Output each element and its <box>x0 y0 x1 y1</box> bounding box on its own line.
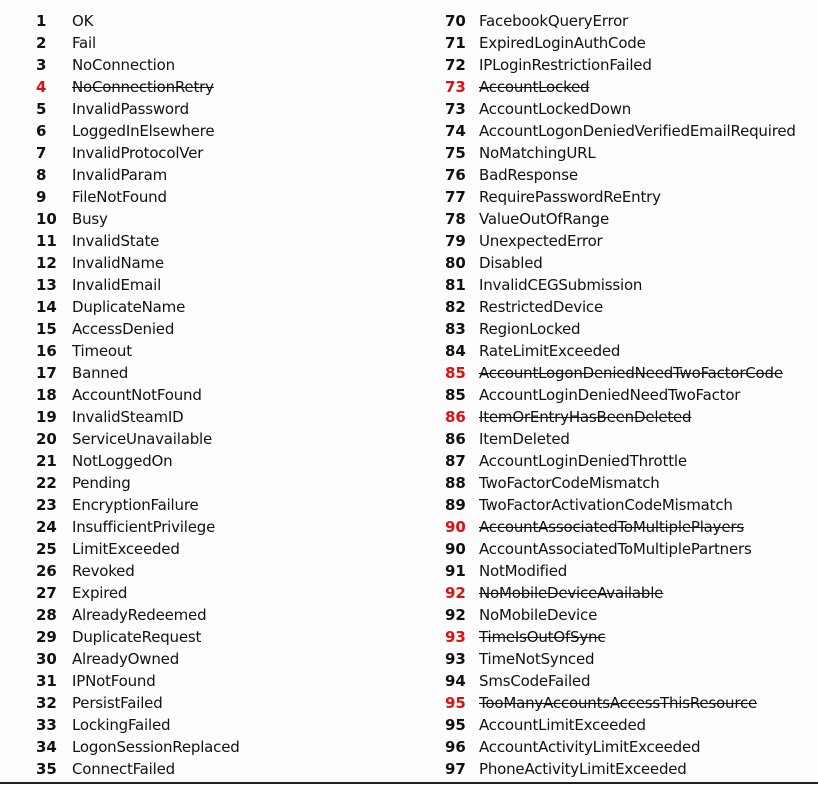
result-code-name: TooManyAccountsAccessThisResource <box>479 694 758 712</box>
code-row <box>410 274 818 296</box>
result-code-number: 73 <box>445 100 466 118</box>
code-row <box>0 516 410 538</box>
result-code-number: 29 <box>36 628 57 646</box>
result-code-name: RestrictedDevice <box>479 298 603 316</box>
result-code-number: 82 <box>445 298 466 316</box>
code-row <box>410 340 818 362</box>
deprecated-code-row <box>410 406 818 428</box>
result-code-name: RequirePasswordReEntry <box>479 188 661 206</box>
result-code-number: 70 <box>445 12 466 30</box>
code-row <box>0 208 410 230</box>
result-code-number: 5 <box>36 100 47 118</box>
code-row <box>0 186 410 208</box>
result-code-name: Timeout <box>72 342 132 360</box>
result-code-name: AccountAssociatedToMultiplePlayers <box>479 518 744 536</box>
result-code-name: InvalidCEGSubmission <box>479 276 643 294</box>
code-row <box>0 164 410 186</box>
result-code-number: 92 <box>445 606 466 624</box>
code-row <box>410 670 818 692</box>
result-code-number: 27 <box>36 584 57 602</box>
deprecated-code-row <box>410 582 818 604</box>
result-code-name: AccountLoginDeniedThrottle <box>479 452 687 470</box>
result-code-number: 31 <box>36 672 57 690</box>
result-code-number: 89 <box>445 496 466 514</box>
result-code-number: 3 <box>36 56 47 74</box>
result-code-number: 14 <box>36 298 57 316</box>
code-row <box>0 98 410 120</box>
code-row <box>410 318 818 340</box>
code-row <box>0 252 410 274</box>
code-row <box>0 54 410 76</box>
result-code-name: AlreadyRedeemed <box>72 606 207 624</box>
right-code-list <box>410 10 818 780</box>
code-row <box>0 274 410 296</box>
result-code-number: 13 <box>36 276 57 294</box>
code-row <box>410 186 818 208</box>
result-code-number: 20 <box>36 430 57 448</box>
deprecated-code-row <box>410 362 818 384</box>
code-row <box>410 32 818 54</box>
result-code-number: 33 <box>36 716 57 734</box>
result-code-name: ServiceUnavailable <box>72 430 213 448</box>
code-row <box>0 736 410 758</box>
code-row <box>0 362 410 384</box>
result-code-name: AccountAssociatedToMultiplePartners <box>479 540 752 558</box>
result-code-number: 90 <box>445 540 466 558</box>
result-code-number: 12 <box>36 254 57 272</box>
result-code-number: 85 <box>445 364 466 382</box>
result-code-name: IPLoginRestrictionFailed <box>479 56 652 74</box>
result-code-name: PhoneActivityLimitExceeded <box>479 760 687 778</box>
result-code-name: NoConnection <box>72 56 175 74</box>
result-code-number: 30 <box>36 650 57 668</box>
result-code-name: InvalidEmail <box>72 276 162 294</box>
result-code-name: InvalidParam <box>72 166 167 184</box>
code-row <box>410 714 818 736</box>
code-row <box>0 582 410 604</box>
code-row <box>410 10 818 32</box>
result-code-name: AccountNotFound <box>72 386 202 404</box>
result-code-name: ValueOutOfRange <box>479 210 610 228</box>
result-code-name: AccountLocked <box>479 78 590 96</box>
result-code-name: Disabled <box>479 254 543 272</box>
result-code-name: FileNotFound <box>72 188 167 206</box>
result-code-name: AccountLimitExceeded <box>479 716 646 734</box>
result-code-name: AccountLoginDeniedNeedTwoFactor <box>479 386 741 404</box>
result-code-number: 72 <box>445 56 466 74</box>
code-row <box>0 10 410 32</box>
result-code-name: Banned <box>72 364 129 382</box>
result-code-number: 97 <box>445 760 466 778</box>
code-row <box>410 538 818 560</box>
result-code-number: 25 <box>36 540 57 558</box>
result-code-name: InsufficientPrivilege <box>72 518 216 536</box>
deprecated-code-row <box>410 516 818 538</box>
result-code-number: 10 <box>36 210 57 228</box>
result-code-number: 87 <box>445 452 466 470</box>
code-row <box>410 296 818 318</box>
result-code-number: 73 <box>445 78 466 96</box>
result-code-number: 91 <box>445 562 466 580</box>
result-code-number: 9 <box>36 188 47 206</box>
code-row <box>410 54 818 76</box>
code-row <box>410 560 818 582</box>
result-code-name: LoggedInElsewhere <box>72 122 215 140</box>
result-code-name: NotLoggedOn <box>72 452 173 470</box>
result-code-number: 71 <box>445 34 466 52</box>
code-row <box>0 318 410 340</box>
result-code-number: 16 <box>36 342 57 360</box>
result-code-name: InvalidProtocolVer <box>72 144 204 162</box>
result-code-number: 26 <box>36 562 57 580</box>
result-code-number: 84 <box>445 342 466 360</box>
code-row <box>410 494 818 516</box>
result-code-name: EncryptionFailure <box>72 496 199 514</box>
result-code-number: 6 <box>36 122 47 140</box>
code-row <box>0 472 410 494</box>
result-code-name: NotModified <box>479 562 568 580</box>
result-code-name: AccountLockedDown <box>479 100 632 118</box>
code-row <box>0 692 410 714</box>
result-code-name: DuplicateName <box>72 298 186 316</box>
result-code-name: UnexpectedError <box>479 232 603 250</box>
result-code-name: PersistFailed <box>72 694 163 712</box>
code-row <box>0 142 410 164</box>
code-row <box>410 252 818 274</box>
result-code-number: 32 <box>36 694 57 712</box>
code-row <box>410 648 818 670</box>
result-code-name: NoMobileDevice <box>479 606 598 624</box>
result-code-number: 85 <box>445 386 466 404</box>
result-code-name: LockingFailed <box>72 716 171 734</box>
result-code-number: 80 <box>445 254 466 272</box>
result-code-name: NoConnectionRetry <box>72 78 214 96</box>
result-code-name: LogonSessionReplaced <box>72 738 240 756</box>
code-row <box>0 120 410 142</box>
code-row <box>410 736 818 758</box>
code-row <box>410 450 818 472</box>
result-code-name: RegionLocked <box>479 320 581 338</box>
result-code-name: Expired <box>72 584 128 602</box>
deprecated-code-row <box>0 76 410 98</box>
code-row <box>410 758 818 780</box>
code-row <box>0 384 410 406</box>
code-row <box>0 428 410 450</box>
result-code-name: Pending <box>72 474 131 492</box>
code-row <box>410 142 818 164</box>
code-row <box>0 714 410 736</box>
code-row <box>0 758 410 780</box>
result-code-name: Fail <box>72 34 96 52</box>
code-row <box>0 450 410 472</box>
result-code-name: ExpiredLoginAuthCode <box>479 34 646 52</box>
result-code-number: 92 <box>445 584 466 602</box>
code-row <box>0 626 410 648</box>
result-code-number: 96 <box>445 738 466 756</box>
result-code-number: 95 <box>445 694 466 712</box>
code-row <box>0 494 410 516</box>
result-code-number: 95 <box>445 716 466 734</box>
result-code-name: TimeNotSynced <box>479 650 595 668</box>
result-code-number: 93 <box>445 650 466 668</box>
bottom-divider <box>0 782 818 784</box>
result-code-number: 17 <box>36 364 57 382</box>
code-row <box>0 538 410 560</box>
result-code-number: 35 <box>36 760 57 778</box>
code-row <box>0 230 410 252</box>
result-code-number: 88 <box>445 474 466 492</box>
deprecated-code-row <box>410 76 818 98</box>
code-row <box>410 472 818 494</box>
result-code-name: TwoFactorActivationCodeMismatch <box>479 496 733 514</box>
result-code-number: 22 <box>36 474 57 492</box>
code-row <box>0 670 410 692</box>
result-code-number: 23 <box>36 496 57 514</box>
result-code-name: BadResponse <box>479 166 578 184</box>
result-code-number: 21 <box>36 452 57 470</box>
code-row <box>0 340 410 362</box>
code-row <box>410 230 818 252</box>
result-code-name: ItemOrEntryHasBeenDeleted <box>479 408 692 426</box>
result-code-name: InvalidState <box>72 232 160 250</box>
result-code-name: IPNotFound <box>72 672 156 690</box>
result-code-number: 93 <box>445 628 466 646</box>
code-row <box>0 648 410 670</box>
result-code-name: InvalidSteamID <box>72 408 184 426</box>
result-code-number: 28 <box>36 606 57 624</box>
result-code-number: 4 <box>36 78 47 96</box>
code-row <box>410 604 818 626</box>
result-code-name: NoMobileDeviceAvailable <box>479 584 664 602</box>
code-row <box>0 406 410 428</box>
result-code-number: 94 <box>445 672 466 690</box>
result-code-number: 8 <box>36 166 47 184</box>
code-row <box>0 32 410 54</box>
result-code-number: 2 <box>36 34 47 52</box>
result-code-name: LimitExceeded <box>72 540 180 558</box>
result-code-name: AccountLogonDeniedVerifiedEmailRequired <box>479 122 796 140</box>
result-code-name: AccessDenied <box>72 320 175 338</box>
result-code-name: SmsCodeFailed <box>479 672 591 690</box>
result-code-number: 76 <box>445 166 466 184</box>
code-row <box>410 428 818 450</box>
result-code-name: DuplicateRequest <box>72 628 202 646</box>
code-row <box>0 296 410 318</box>
result-code-number: 83 <box>445 320 466 338</box>
result-code-name: AccountActivityLimitExceeded <box>479 738 701 756</box>
result-code-number: 78 <box>445 210 466 228</box>
deprecated-code-row <box>410 626 818 648</box>
result-code-number: 90 <box>445 518 466 536</box>
result-code-number: 81 <box>445 276 466 294</box>
result-code-name: ItemDeleted <box>479 430 570 448</box>
result-code-name: Busy <box>72 210 108 228</box>
code-row <box>410 120 818 142</box>
result-code-number: 1 <box>36 12 47 30</box>
result-code-number: 18 <box>36 386 57 404</box>
result-code-number: 75 <box>445 144 466 162</box>
code-row <box>410 164 818 186</box>
result-code-number: 7 <box>36 144 47 162</box>
result-code-name: ConnectFailed <box>72 760 175 778</box>
result-code-name: AccountLogonDeniedNeedTwoFactorCode <box>479 364 783 382</box>
result-code-number: 79 <box>445 232 466 250</box>
code-row <box>0 604 410 626</box>
code-row <box>410 384 818 406</box>
result-code-number: 11 <box>36 232 57 250</box>
result-code-name: InvalidName <box>72 254 164 272</box>
result-code-name: TimeIsOutOfSync <box>479 628 606 646</box>
result-code-number: 77 <box>445 188 466 206</box>
result-code-name: FacebookQueryError <box>479 12 629 30</box>
code-row <box>410 98 818 120</box>
result-code-number: 74 <box>445 122 466 140</box>
deprecated-code-row <box>410 692 818 714</box>
result-code-name: OK <box>72 12 94 30</box>
result-code-name: Revoked <box>72 562 135 580</box>
result-code-name: TwoFactorCodeMismatch <box>479 474 660 492</box>
result-code-number: 24 <box>36 518 57 536</box>
code-row <box>410 208 818 230</box>
result-code-number: 15 <box>36 320 57 338</box>
result-code-number: 86 <box>445 408 466 426</box>
result-code-name: RateLimitExceeded <box>479 342 621 360</box>
result-code-name: NoMatchingURL <box>479 144 596 162</box>
code-row <box>0 560 410 582</box>
result-code-number: 19 <box>36 408 57 426</box>
result-code-name: InvalidPassword <box>72 100 189 118</box>
result-code-number: 86 <box>445 430 466 448</box>
left-code-list <box>0 10 410 780</box>
result-code-number: 34 <box>36 738 57 756</box>
result-code-name: AlreadyOwned <box>72 650 180 668</box>
